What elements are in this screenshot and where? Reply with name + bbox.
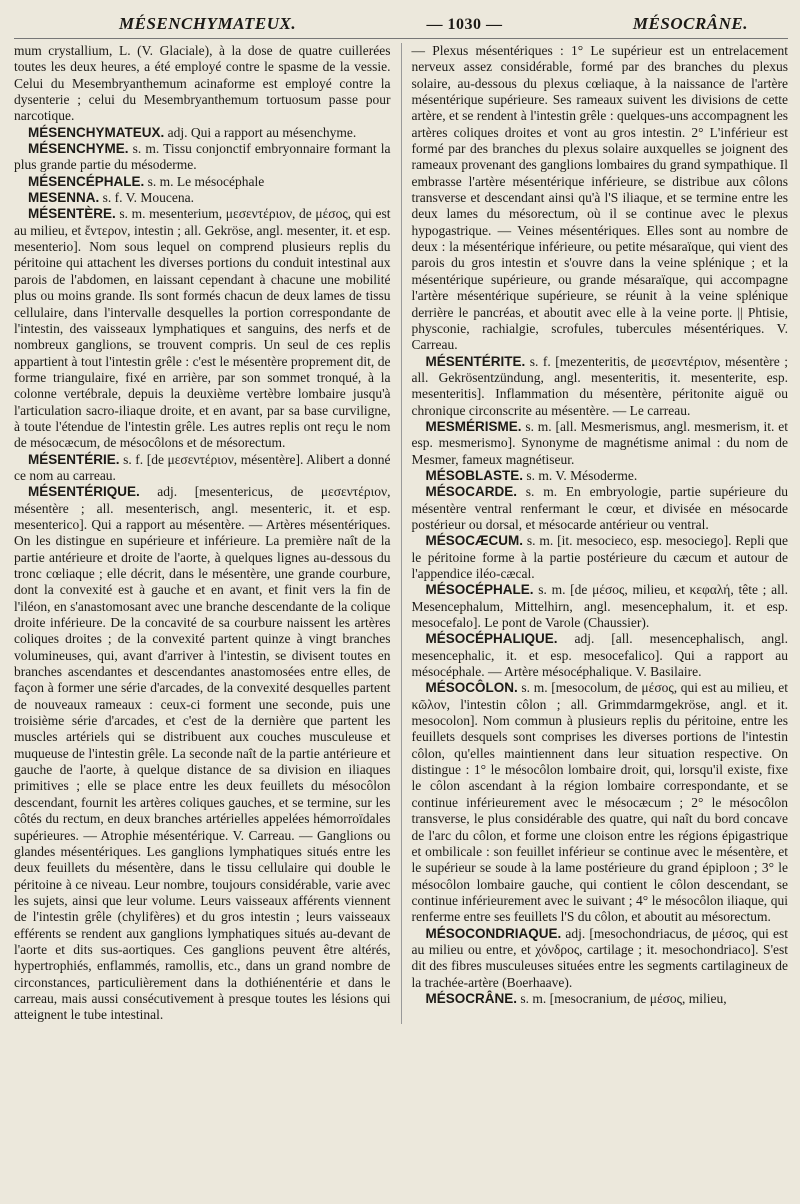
dictionary-entry	[412, 680, 789, 925]
entry-text: s. m. [it. mesocieco, esp. mesociego]. Repli que le péritoine forme à la partie postérieure du cæcum et autour de l'appendice iléo-cæcal.	[411, 533, 788, 581]
entry-text: s. f. V. Moucena.	[99, 190, 195, 206]
entry-headword: MÉSOCÔLON.	[425, 680, 518, 696]
right-column	[401, 43, 789, 1024]
dictionary-entry	[412, 582, 789, 631]
entry-text: adj. [mesentericus, de μεσεντέριον, mésentère ; all. mesenterisch, angl. mesenteric, it. et esp. mesenterico]. Qui a rapport au mésentère. — Artères mésentériques. On les distingue en supérieure et inférieure. La première naît de la partie antérieure et droite de l'aorte, à quelques lignes au-dessous du tronc cœliaque ; elle décrit, dans le mésentère, une grande courbure, dont la convexité est à gauche et en avant, et finit vers la fin de l'iléon, en s'anastomosant avec une branche descendante de la colique droite inférieure. De la concavité de sa courbure naissent les artères coliques droites ; de la convexité partent quinze à vingt branches volumineuses, qui, avant d'arriver à l'intestin, se divisent toutes en branches ascendantes et descendantes anastomosées entre elles, de façon à former une série d'arcades, de la convexité desquelles partent de nouveaux rameaux : ceux-ci forment une seconde, puis une troisième série d'arcades, et c'est de la dernière que partent les muscles artériels qui se distribuent aux couches musculeuse et muqueuse de l'intestin grêle. La seconde naît de la partie antérieure et gauche de l'aorte, à quelque distance de sa division en iliaques primitives ; elle se place entre les deux feuillets du mésocôlon descendant, fournit les artères coliques gauches, et se termine, sur les côtés du rectum, en deux branches artérielles appelées hémorroïdales supérieures. — Atrophie mésentérique. V. Carreau. — Ganglions ou glandes mésentériques. Les ganglions lymphatiques situés entre les deux feuillets du mésentère, dans le tissu cellulaire qui double le péritoine à ce niveau. Leur nombre, toujours considérable, varie avec les sujets, ainsi que leur volume. Leurs vaisseaux afférents viennent de l'intestin grêle (chylifères) et du gros intestin ; leurs vaisseaux efférents se rendent aux ganglions lymphatiques situés au-devant de l'aorte et dits sus-aortiques. Ces ganglions peuvent être altérés, hypertrophiés, enflammés, ramollis, etc., dans un grand nombre de circonstances, particulièrement dans la dothiénentérie et dans le carreau, mais aussi consécutivement à presque toutes les lésions qui atteignent le tube intestinal.	[14, 484, 391, 1023]
entry-text: s. m. Le mésocéphale	[144, 173, 265, 189]
entry-headword: MÉSOCÉPHALE.	[425, 582, 534, 598]
dictionary-entry	[412, 991, 789, 1007]
dictionary-entry	[14, 484, 391, 1023]
entry-text: adj. [mesochondriacus, de μέσος, qui est au milieu ou entre, et χόνδρος, cartilage ; it. mesochondriaco]. S'est dit des fibres musculeuses situées entre les segments cartilagineux de la trachée-artère (Boerhaave).	[411, 925, 788, 990]
page-number: — 1030 —	[426, 16, 503, 33]
two-column-body	[14, 43, 788, 1024]
entry-headword: MÉSENCÉPHALE.	[28, 173, 145, 189]
entry-text: s. m. [all. Mesmerismus, angl. mesmerism, it. et esp. mesmerismo]. Synonyme de magnétisme animal : du nom de Mesmer, fameux magnétiseur.	[411, 418, 788, 467]
left-column	[14, 43, 391, 1024]
entry-headword: MÉSENCHYMATEUX.	[28, 124, 165, 140]
entry-headword: MÉSENCHYME.	[28, 141, 129, 157]
entry-headword: MÉSOCRÂNE.	[425, 990, 518, 1006]
dictionary-entry	[412, 926, 789, 991]
dictionary-entry	[412, 354, 789, 419]
dictionary-entry	[14, 141, 391, 174]
entry-text: s. f. [de μεσεντέριον, mésentère]. Alibert a donné ce nom au carreau.	[14, 451, 391, 483]
entry-text: s. m. [mesocranium, de μέσος, milieu,	[517, 990, 727, 1006]
entry-text: s. m. V. Mésoderme.	[523, 467, 638, 483]
dictionary-entry	[412, 419, 789, 468]
dictionary-entry	[412, 631, 789, 680]
entry-headword: MÉSOCARDE.	[425, 484, 518, 500]
entry-headword: MÉSOBLASTE.	[425, 467, 524, 483]
dictionary-entry	[14, 452, 391, 485]
dictionary-entry	[412, 484, 789, 533]
dictionary-entry	[14, 206, 391, 451]
entry-text: s. m. [mesocolum, de μέσος, qui est au milieu, et κῶλον, l'intestin côlon ; all. Grimmdarmgekröse, angl. et it. mesocolon]. Nom commun à plusieurs replis du péritoine, entre les feuillets desquels sont comprises les diverses portions de l'intestin côlon, qu'elles maintiennent dans leur situation respective. On distingue : 1° le mésocôlon lombaire droit, qui, lorsqu'il existe, fixe le côlon ascendant à la région lombaire correspondante, et se continue inférieurement avec le mésocæcum ; 2° le mésocôlon transverse, le plus considérable des quatre, qui naît du bord concave de l'arc du côlon, et forme une cloison entre les régions épigastrique et ombilicale : son feuillet inférieur se continue avec le mésentère, et le supérieur se soude à la lame postérieure du grand épiploon ; 3° le mésocôlon lombaire gauche, qui contient le côlon descendant, se continue inférieurement avec le suivant ; 4° le mésocôlon iliaque, qui renferme entre ses feuillets l'S du côlon, et aboutit au mésorectum.	[411, 680, 788, 925]
entry-headword: MESMÉRISME.	[425, 418, 522, 434]
dictionary-entry	[14, 125, 391, 141]
dictionary-entry	[14, 190, 391, 206]
entry-text: — Plexus mésentériques : 1° Le supérieur est un entrelacement nerveux assez considérable, formé par des branches du plexus solaire, au-dessous du plexus cœliaque, à la naissance de l'artère mésentérique supérieure. Ses rameaux suivent les divisions de cette artère, et se rendent à l'intestin grêle : quelques-uns accompagnent les artères coliques droites et vont au gros intestin. 2° L'inférieur est formé par des branches du plexus solaire auxquelles se joignent des rameaux provenant des ganglions lombaires du grand sympathique. Il embrasse l'artère mésentérique inférieure, se distribue aux côlons transverse et descendant ainsi qu'à l'S iliaque, et se termine entre les deux lames du mésorectum, où il se continue avec le plexus hypogastrique. — Veines mésentériques. Elles sont au nombre de deux : la mésentérique inférieure, ou petite mésaraïque, qui vient des parois du gros intestin et s'ouvre dans la veine splénique ; et la mésentérique supérieure, ou grande mésaraïque, qui accompagne l'artère mésentérique supérieure, se réunit à la veine splénique derrière le pancréas, et aboutit avec elle à la veine porte. || Phtisie, physconie, rachialgie, scrofules, tubercules mésentériques. V. Carreau.	[411, 43, 788, 353]
dictionary-entry	[412, 468, 789, 484]
entry-headword: MÉSENTÉRITE.	[425, 353, 526, 369]
entry-headword: MÉSENTÉRIQUE.	[28, 484, 140, 500]
entry-headword: MÉSOCÆCUM.	[425, 533, 523, 549]
page-header	[14, 14, 788, 39]
entry-text: s. m. mesenterium, μεσεντέριον, de μέσος, qui est au milieu, et ἔντερον, intestin ; all. Gekröse, angl. mesenter, it. et esp. mesenterio]. Nom sous lequel on comprend plusieurs replis du péritoine qui attachent les diverses portions du conduit intestinal aux parois de l'abdomen, en laissant cependant à chacune une mobilité plus ou moins grande. Ils sont formés chacun de deux lames de tissu cellulaire, dans l'intervalle desquelles la portion correspondante de l'intestin, des vaisseaux lymphatiques et sanguins, des nerfs et de nombreux ganglions, se trouvent compris. Un seul de ces replis appartient à tout l'intestin grêle : c'est le mésentère proprement dit, de forme triangulaire, fixé en arrière, par son sommet tronqué, à la colonne vertébrale, depuis la deuxième vertèbre lombaire jusqu'à l'articulation sacro-iliaque droite, et en avant, par sa base curviligne, à toute l'étendue de l'intestin grêle. Les autres replis ont reçu le nom de mésocæcum, de mésocôlons et de mésorectum.	[14, 206, 391, 451]
entry-text: adj. [all. mesencephalisch, angl. mesencephalic, it. et esp. mesocefalico]. Qui a rapport au mésocéphale. — Artère mésocéphalique. V. Basilaire.	[411, 631, 788, 680]
dictionary-entry	[14, 174, 391, 190]
dictionary-entry	[412, 533, 789, 582]
entry-headword: MESENNA.	[28, 190, 100, 206]
entry-headword: MÉSENTÉRIE.	[28, 451, 120, 467]
entry-headword: MÉSOCÉPHALIQUE.	[425, 631, 558, 647]
entry-text: s. m. En embryologie, partie supérieure du mésentère ventral renfermant le cœur, et divisée en mésocarde postérieur ou dorsal, et mésocarde antérieur ou ventral.	[411, 484, 788, 532]
entry-text: mum crystallium, L. (V. Glaciale), à la dose de quatre cuillerées toutes les deux heures, a été employé contre le spasme de la vessie. Celui du Mesembryanthemum acinaforme est employé contre la dysenterie ; celui du Mesembryanthemum tortuosum passe pour narcotique.	[14, 43, 391, 124]
entry-text: adj. Qui a rapport au mésenchyme.	[164, 124, 357, 140]
entry-headword: MÉSOCONDRIAQUE.	[425, 925, 562, 941]
header-right-guide-word: MÉSOCRÂNE.	[632, 14, 748, 33]
entry-text: s. m. Tissu conjonctif embryonnaire formant la plus grande partie du mésoderme.	[14, 141, 391, 173]
entry-text: s. m. [de μέσος, milieu, et κεφαλή, tête ; all. Mesencephalum, Mittelhirn, angl. mesencephalum, it. et esp. mesocefalo]. Le pont de Varole (Chaussier).	[411, 582, 788, 631]
dictionary-entry	[412, 43, 789, 354]
dictionary-entry	[14, 43, 391, 125]
entry-text: s. f. [mezenteritis, de μεσεντέριον, mésentère ; all. Gekrösentzündung, angl. mesenteritis, it. mesenterite, esp. mesenteritis]. Inflammation du mésentère, péritonite aiguë ou chronique circonscrite au mésentère. — Le carreau.	[411, 353, 788, 418]
entry-headword: MÉSENTÈRE.	[28, 206, 116, 222]
header-left-guide-word: MÉSENCHYMATEUX.	[119, 14, 297, 33]
